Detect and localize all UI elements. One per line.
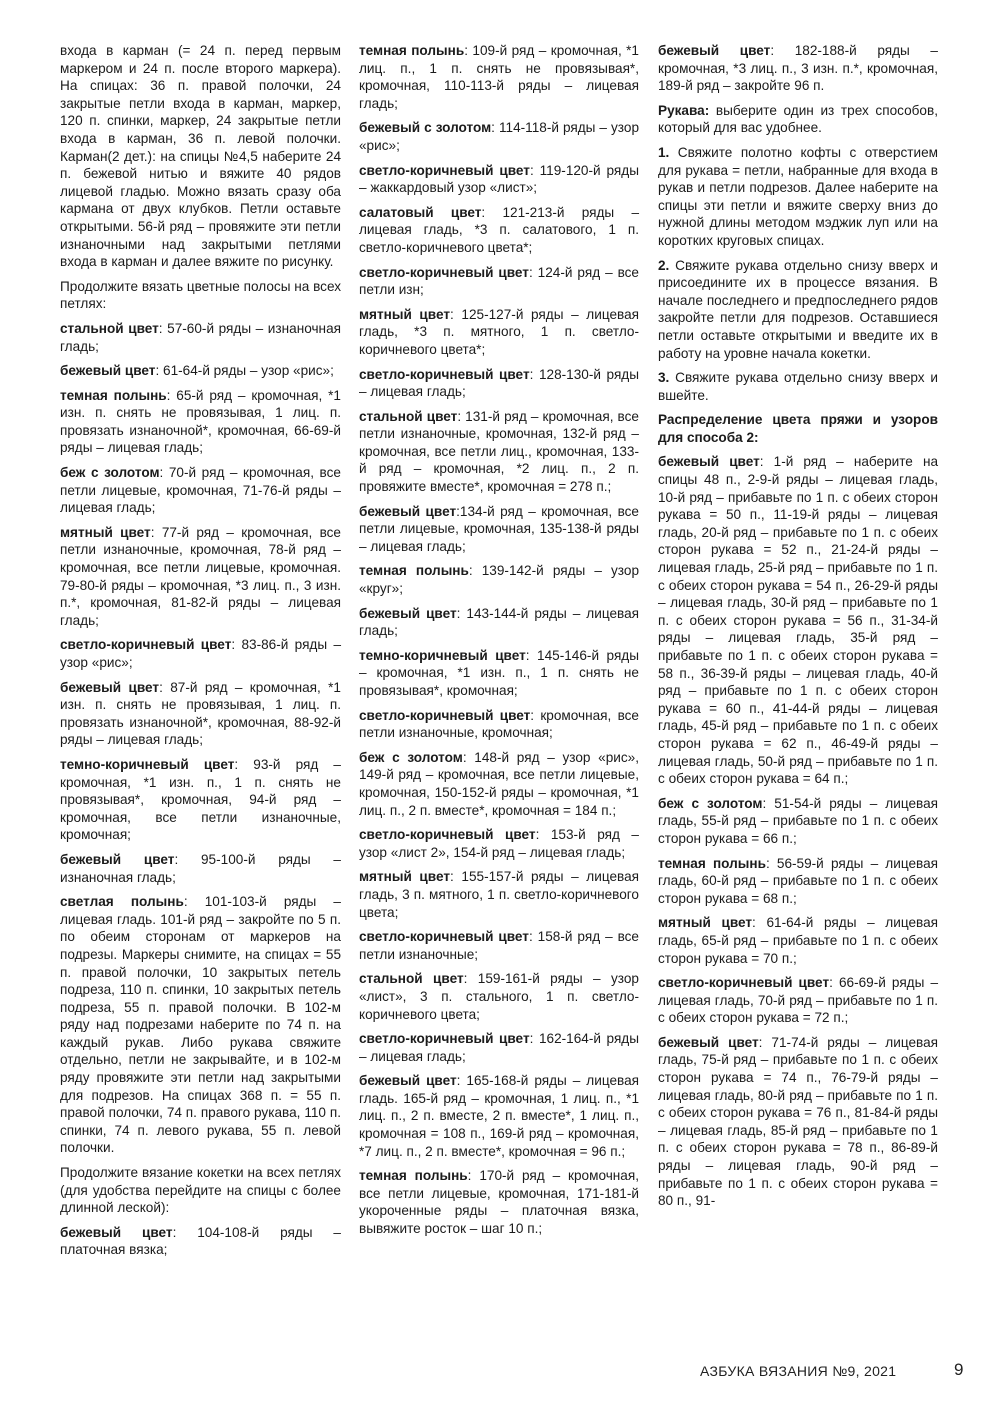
color-label: мятный цвет: [658, 915, 753, 931]
color-label: салатовый цвет: [359, 204, 482, 220]
color-label: светло-коричневый цвет: [359, 162, 530, 178]
color-label: бежевый цвет: [658, 454, 760, 470]
paragraph: Продолжите вязать цветные полосы на всех петлях:: [60, 278, 342, 312]
color-label: светло-коричневый цвет: [359, 707, 531, 723]
paragraph: мятный цвет: 77-й ряд – кромочная, все петли изнаночные, кромочная, 78-й ряд – кромочная, все петли лицевые, кромочная. 79-80-й ряды – кромочная, *3 лиц. п., 3 изн. п.*, кромочная, 81-82-й ряды – лицевая гладь;: [60, 524, 341, 628]
paragraph: темная полынь: 139-142-й ряды – узор «круг»;: [359, 563, 640, 597]
paragraph: светлая полынь: 101-103-й ряды – лицевая гладь. 101-й ряд – закройте по 5 п. по обеим сторонам от маркеров на подрезы. Маркеры снимите, на спицах = 55 п. правой полочки, 10 закрытых петель подреза, 110 п. спинки, 10 закрытых петель подреза, 55 п. правой полочки. В 102-м ряду над подрезами наберите по 74 п. на каждый рукав. Либо рукава свяжите отдельно, петли не закрывайте, и в 102-м ряду провяжите эти петли над закрытыми для подрезов. На спицах 368 п. = 55 п. правой полочки, 74 п. правого рукава, 110 п. спинки, 74 п. левого рукава, 55 п. левой полочки.: [60, 894, 341, 1156]
color-label: бежевый цвет: [658, 1034, 759, 1050]
paragraph: бежевый с золотом: 114-118-й ряды – узор «рис»;: [359, 120, 640, 153]
step-number: 3.: [658, 370, 670, 386]
color-label: мятный цвет: [359, 869, 451, 885]
paragraph: 2. Свяжите рукава отдельно снизу вверх и присоедините их в процессе вязания. В начале последнего и предпоследнего рядов закройте петли для подрезов. Оставшиеся петли оставьте открытыми и введите их в работу на уровне начала кокетки.: [658, 257, 938, 361]
paragraph: светло-коричневый цвет: 119-120-й ряды – жаккардовый узор «лист»;: [359, 162, 639, 196]
paragraph: темная полынь: 56-59-й ряды – лицевая гладь, 60-й ряд – прибавьте по 1 п. с обеих сторон рукава = 68 п.;: [658, 855, 939, 906]
color-label: бежевый с золотом: [359, 120, 492, 136]
paragraph: Продолжите вязание кокетки на всех петлях (для удобства перейдите на спицы с более длинной леской):: [60, 1165, 341, 1216]
paragraph: темно-коричневый цвет: 145-146-й ряды – кромочная, *1 изн. п., 1 п. снять не провязывая*, кромочная;: [359, 647, 640, 698]
color-label: бежевый цвет: [658, 43, 771, 58]
paragraph: светло-коричневый цвет: 124-й ряд – все петли изн;: [359, 264, 639, 298]
color-label: бежевый цвет: [60, 679, 160, 695]
section-heading: Рукава:: [658, 102, 710, 118]
paragraph: входа в карман (= 24 п. перед первым маркером и 24 п. после второго маркера). На спицах: 36 п. правой полочки, 24 закрытые петли входа в карман, маркер, 120 п. спинки, маркер, 24 закрытые петли входа в карман, 36 п. левой полочки. Карман(2 дет.): на спицы №4,5 наберите 24 п. бежевой нитью и вяжите 40 рядов лицевой гладью. Можно вязать сразу оба кармана от двух клубков. Петли оставьте открытыми. 56-й ряд – провяжите эти петли изнаночными над закрытыми петлями входа в карман и далее вяжите по рисунку.: [60, 43, 341, 270]
paragraph: светло-коричневый цвет: 158-й ряд – все петли изнаночные;: [359, 929, 639, 962]
paragraph: мятный цвет: 61-64-й ряды – лицевая гладь, 65-й ряд – прибавьте по 1 п. с обеих сторон рукава = 70 п.;: [658, 915, 939, 966]
paragraph: салатовый цвет: 121-213-й ряды – лицевая гладь, *3 п. салатового, 1 п. светло-коричневого цвета*;: [359, 204, 639, 255]
color-label: темно-коричневый цвет: [60, 756, 235, 772]
paragraph: темная полынь: 65-й ряд – кромочная, *1 изн. п. снять не провязывая, 1 лиц. п. провязать изнаночной*, кромочная, 66-69-й ряды – лицевая гладь;: [60, 387, 341, 456]
color-label: беж с золотом: [658, 795, 763, 811]
color-label: светло-коричневый цвет: [658, 975, 830, 991]
step-number: 2.: [658, 257, 670, 273]
color-label: темная полынь: [359, 43, 465, 58]
section-heading: Распределение цвета пряжи и узоров для способа 2:: [658, 412, 938, 445]
paragraph: темная полынь: 170-й ряд – кромочная, все петли лицевые, кромочная, 171-181-й укороченные ряды – платочная вязка, вывяжите росток – шаг 10 п.;: [359, 1168, 639, 1237]
paragraph: беж с золотом: 70-й ряд – кромочная, все петли лицевые, кромочная, 71-76-й ряды – лицевая гладь;: [60, 465, 341, 516]
paragraph: [658, 411, 938, 446]
color-label: мятный цвет: [60, 524, 151, 540]
color-label: бежевый цвет: [359, 1073, 457, 1089]
paragraph: светло-коричневый цвет: 128-130-й ряды – лицевая гладь;: [359, 366, 640, 400]
paragraph: светло-коричневый цвет: 66-69-й ряды – лицевая гладь, 70-й ряд – прибавьте по 1 п. с обеих сторон рукава = 72 п.;: [658, 975, 939, 1026]
step-number: 1.: [658, 144, 670, 160]
color-label: светло-коричневый цвет: [359, 827, 536, 843]
color-label: светло-коричневый цвет: [60, 637, 232, 653]
color-label: светлая полынь: [60, 894, 184, 910]
color-label: бежевый цвет: [60, 1224, 173, 1240]
paragraph: беж с золотом: 148-й ряд – узор «рис», 149-й ряд – кромочная, все петли лицевые, кромочная, 150-152-й ряды – кромочная, *1 лиц. п., 2 п. вместе*, кромочная = 184 п.;: [359, 749, 639, 818]
paragraph: темная полынь: 109-й ряд – кромочная, *1 лиц. п., 1 п. снять не провязывая*, кромочная, 110-113-й ряды – лицевая гладь;: [359, 43, 639, 111]
paragraph: бежевый цвет: 143-144-й ряды – лицевая гладь;: [359, 605, 640, 639]
color-label: бежевый цвет: [359, 605, 457, 621]
paragraph: бежевый цвет: 165-168-й ряды – лицевая гладь. 165-й ряд – кромочная, 1 лиц. п., *1 лиц. п., 2 п. вместе, 2 п. вместе*, 1 лиц. п., кромочная = 108 п., 169-й ряд – кромочная, *7 лиц. п., 2 п. вместе*, кромочная = 96 п.;: [359, 1073, 640, 1159]
paragraph: 3. Свяжите рукава отдельно снизу вверх и вшейте.: [658, 370, 938, 403]
color-label: светло-коричневый цвет: [359, 1031, 530, 1047]
column-2: [359, 42, 639, 1245]
paragraph: мятный цвет: 125-127-й ряды – лицевая гладь, *3 п. мятного, 1 п. светло-коричневого цвета*;: [359, 306, 639, 357]
color-label: беж с золотом: [60, 465, 160, 481]
paragraph: 1. Свяжите полотно кофты с отверстием для рукава = петли, набранные для входа в рукав и петли подрезов. Далее наберите на спицы эти петли и вяжите сверху вниз до нужной длины методом мэджик луп или на коротких круговых спицах.: [658, 144, 938, 248]
color-label: светло-коричневый цвет: [359, 264, 529, 280]
color-label: стальной цвет: [60, 320, 159, 336]
color-label: темно-коричневый цвет: [359, 647, 526, 663]
color-label: бежевый цвет: [60, 851, 175, 867]
paragraph: светло-коричневый цвет: 153-й ряд – узор «лист 2», 154-й ряд – лицевая гладь;: [359, 827, 639, 860]
color-label: светло-коричневый цвет: [359, 366, 530, 382]
paragraph: бежевый цвет: 104-108-й ряды – платочная вязка;: [60, 1224, 341, 1258]
paragraph: светло-коричневый цвет: 162-164-й ряды – лицевая гладь;: [359, 1031, 640, 1064]
paragraph: стальной цвет: 57-60-й ряды – изнаночная гладь;: [60, 320, 341, 354]
color-label: стальной цвет: [359, 971, 464, 987]
column-3: [658, 42, 938, 1217]
paragraph: бежевый цвет: 87-й ряд – кромочная, *1 изн. п. снять не провязывая, 1 лиц. п. провязать изнаночной*, кромочная, 88-92-й ряды – лицевая гладь;: [60, 679, 341, 748]
paragraph: бежевый цвет: 1-й ряд – наберите на спицы 48 п., 2-9-й ряды – лицевая гладь, 10-й ряд – прибавьте по 1 п. с обеих сторон рукава = 50 п., 11-19-й ряды – лицевая гладь, 20-й ряд – прибавьте по 1 п. с обеих сторон рукава = 52 п., 21-24-й ряды – лицевая гладь, 25-й ряд – прибавьте по 1 п. с обеих сторон рукава = 54 п., 26-29-й ряды – лицевая гладь, 30-й ряд – прибавьте по 1 п. с обеих сторон рукава = 56 п., 31-34-й ряды – лицевая гладь, 35-й ряд – прибавьте по 1 п. с обеих сторон рукава = 58 п., 36-39-й ряды – лицевая гладь, 40-й ряд – прибавьте по 1 п. с обеих сторон рукава = 60 п., 41-44-й ряды – лицевая гладь, 45-й ряд – прибавьте по 1 п. с обеих сторон рукава = 62 п., 46-49-й ряды – лицевая гладь, 50-й ряд – прибавьте по 1 п. с обеих сторон рукава = 64 п.;: [658, 454, 939, 787]
paragraph: бежевый цвет: 61-64-й ряды – узор «рис»;: [60, 363, 334, 379]
paragraph: мятный цвет: 155-157-й ряды – лицевая гладь, 3 п. мятного, 1 п. светло-коричневого цвета;: [359, 869, 639, 920]
color-label: темная полынь: [359, 1168, 468, 1184]
paragraph: светло-коричневый цвет: кромочная, все петли изнаночные, кромочная;: [359, 707, 639, 741]
paragraph: бежевый цвет:134-й ряд – кромочная, все петли лицевые, кромочная, 135-138-й ряды – лицевая гладь;: [359, 503, 639, 554]
paragraph: стальной цвет: 131-й ряд – кромочная, все петли изнаночные, кромочная, 132-й ряд – кромочная, все петли лиц., кромочная, 133-й ряд – кромочная, *2 лиц. п., 2 п. провяжите вместе*, кромочная = 278 п.;: [359, 408, 639, 495]
color-label: беж с золотом: [359, 749, 463, 765]
paragraph: бежевый цвет: 182-188-й ряды – кромочная, *3 лиц. п., 3 изн. п.*, кромочная, 189-й ряд – закройте 96 п.: [658, 43, 938, 94]
color-label: темная полынь: [359, 563, 469, 579]
paragraph: стальной цвет: 159-161-й ряды – узор «лист», 3 п. стального, 1 п. светло-коричневого цвета;: [359, 971, 639, 1022]
magazine-footer: АЗБУКА ВЯЗАНИЯ №9, 2021: [700, 1363, 897, 1379]
page-number: 9: [954, 1360, 964, 1379]
color-label: светло-коричневый цвет: [359, 929, 529, 945]
color-label: темная полынь: [60, 387, 167, 403]
column-1: [60, 42, 341, 1266]
paragraph: светло-коричневый цвет: 83-86-й ряды – узор «рис»;: [60, 637, 342, 670]
paragraph: бежевый цвет: 95-100-й ряды – изнаночная гладь;: [60, 851, 341, 885]
color-label: бежевый цвет: [60, 363, 156, 379]
color-label: темная полынь: [658, 855, 766, 871]
paragraph: бежевый цвет: 71-74-й ряды – лицевая гладь, 75-й ряд – прибавьте по 1 п. с обеих сторон рукава = 74 п., 76-79-й ряды – лицевая гладь, 80-й ряд – прибавьте по 1 п. с обеих сторон рукава = 76 п., 81-84-й ряды – лицевая гладь, 85-й ряд – прибавьте по 1 п. с обеих сторон рукава = 78 п., 86-89-й ряды – лицевая гладь, 90-й ряд – прибавьте по 1 п. с обеих сторон рукава = 80 п., 91-: [658, 1034, 938, 1209]
paragraph: Рукава: выберите один из трех способов, который для вас удобнее.: [658, 102, 938, 136]
paragraph: темно-коричневый цвет: 93-й ряд – кромочная, *1 изн. п., 1 п. снять не провязывая*, кромочная, 94-й ряд – кромочная, все петли изнаночные, кромочная;: [60, 756, 341, 843]
paragraph: беж с золотом: 51-54-й ряды – лицевая гладь, 55-й ряд – прибавьте по 1 п. с обеих сторон рукава = 66 п.;: [658, 795, 939, 846]
color-label: мятный цвет: [359, 306, 451, 322]
color-label: стальной цвет: [359, 408, 458, 424]
color-label: бежевый цвет: [359, 503, 457, 519]
